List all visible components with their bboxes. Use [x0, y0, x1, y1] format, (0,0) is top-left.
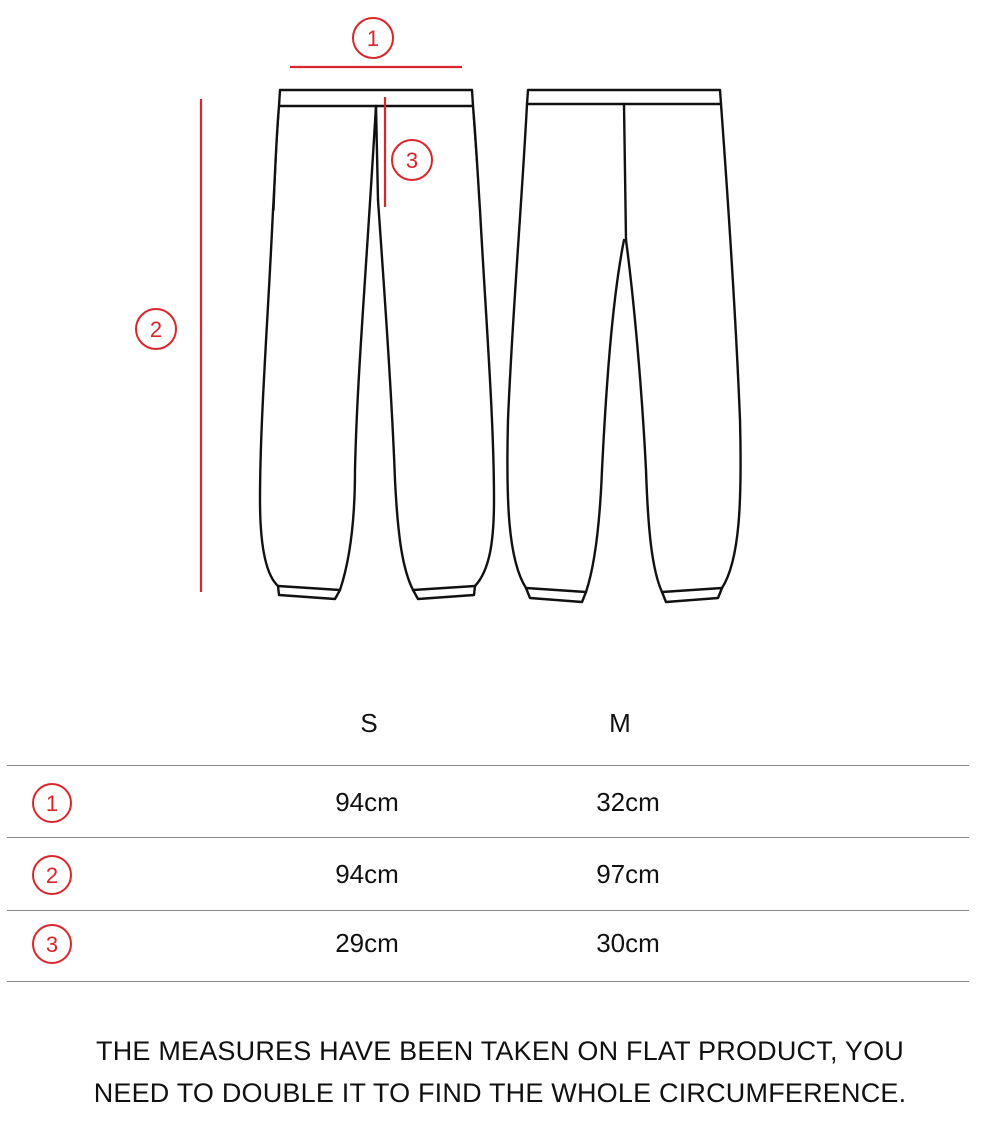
cell-m: 97cm	[596, 859, 660, 889]
table-row	[7, 839, 969, 909]
cell-m: 32cm	[596, 787, 660, 817]
measurement-3	[385, 97, 432, 207]
table-row	[7, 767, 969, 837]
front-right-cuff	[413, 586, 475, 599]
cell-s: 29cm	[335, 928, 399, 958]
row-marker-3	[30, 922, 74, 966]
table-row	[7, 908, 969, 978]
pants-front-view	[260, 90, 494, 599]
measurement-1	[290, 18, 462, 67]
row-marker-1	[30, 781, 74, 825]
table-divider	[7, 765, 969, 766]
front-left-leg-outline	[260, 106, 279, 586]
note-line-1: THE MEASURES HAVE BEEN TAKEN ON FLAT PRODUCT, YOU	[96, 1036, 904, 1066]
front-right-pocket	[473, 112, 480, 210]
back-waistband	[527, 90, 721, 104]
note-line-2: NEED TO DOUBLE IT TO FIND THE WHOLE CIRCUMFERENCE.	[93, 1078, 907, 1108]
row-marker-2	[30, 853, 74, 897]
front-center-seam	[376, 106, 378, 200]
measurement-note	[0, 1030, 1000, 1114]
back-center-seam	[624, 104, 626, 240]
svg-text:1: 1	[45, 791, 59, 816]
svg-text:3: 3	[45, 932, 59, 957]
front-right-leg-outline	[473, 106, 494, 586]
back-left-inseam	[586, 240, 624, 592]
table-divider	[7, 837, 969, 838]
front-left-cuff	[278, 586, 340, 599]
table-divider	[7, 981, 969, 982]
back-right-inseam	[626, 240, 662, 592]
back-left-cuff	[526, 588, 586, 602]
measurement-1-label: 1	[366, 26, 380, 51]
front-waistband	[279, 90, 473, 106]
cell-m: 30cm	[596, 928, 660, 958]
measurement-2-label: 2	[149, 317, 163, 342]
svg-text:2: 2	[45, 863, 59, 888]
back-right-leg-outline	[721, 104, 741, 588]
cell-s: 94cm	[335, 787, 399, 817]
size-header-m: M	[609, 708, 631, 738]
back-right-cuff	[662, 588, 722, 602]
pants-back-view	[507, 90, 740, 602]
measurement-2	[136, 99, 201, 592]
front-right-inseam	[378, 200, 413, 590]
size-header-s: S	[360, 708, 378, 738]
cell-s: 94cm	[335, 859, 399, 889]
measurement-3-label: 3	[405, 148, 419, 173]
front-left-inseam	[340, 106, 376, 590]
back-left-leg-outline	[507, 104, 527, 588]
